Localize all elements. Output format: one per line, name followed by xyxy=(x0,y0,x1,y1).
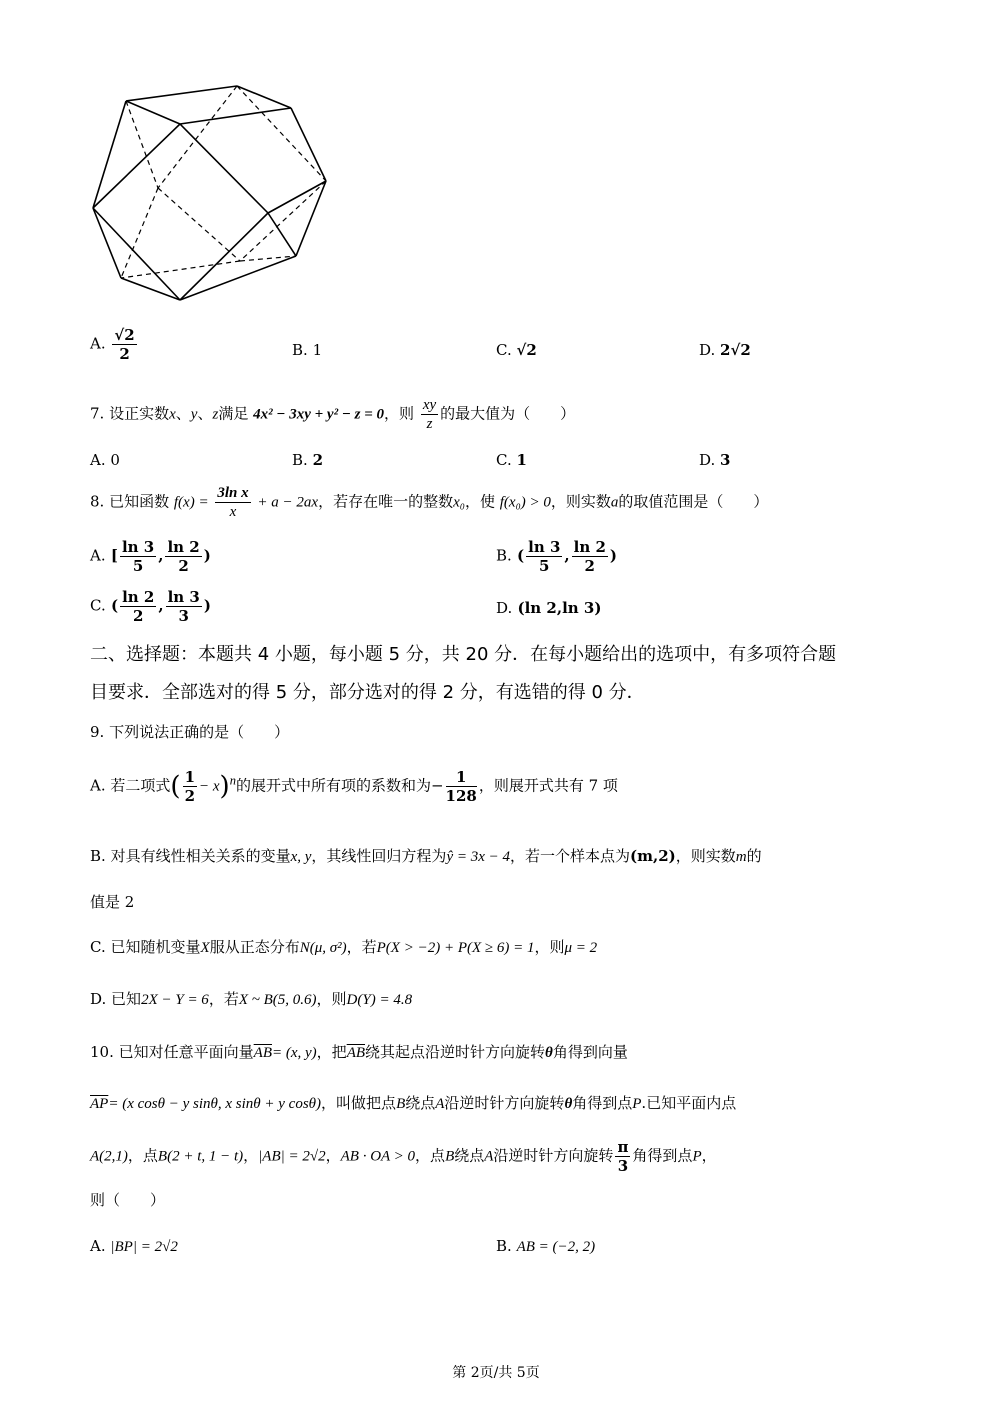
q10-stem-line-4: 则（ ） xyxy=(90,1191,166,1209)
q7-option-d[interactable]: D. 3 xyxy=(699,451,731,469)
q6-option-a[interactable]: A. $\frac{√2}{2}$ xyxy=(90,326,135,363)
q8-b-frac1: $\frac{\ln 3}{5}$ xyxy=(528,538,561,575)
q9-stem: 9. 下列说法正确的是（ ） xyxy=(90,723,290,741)
q9-option-b-line-2: 值是 2 xyxy=(90,893,135,911)
q8-option-b[interactable]: B. ( $\frac{\ln 3}{5}$ , $\frac{\ln 2}{2}$ ) xyxy=(496,538,618,575)
q10-pi-over-3: $\frac{\pi}{3}$ xyxy=(617,1138,629,1175)
q6-option-c[interactable]: C. √2 xyxy=(496,341,537,359)
q6-option-a-fraction: $\frac{√2}{2}$ xyxy=(114,326,135,363)
q6-option-d[interactable]: D. 2√2 xyxy=(699,341,751,359)
paren-left: ( xyxy=(170,771,181,802)
q9-a-frac: $\frac{1}{2}$ xyxy=(184,768,195,805)
q10-stem-line-2: $\overline{AP}= (x$ cosθ − y sinθ, x sinθ + y cosθ)，叫做把点B绕点A沿逆时针方向旋转θ角得到点P.已知平面内点 xyxy=(90,1094,737,1112)
q8-option-a[interactable]: A. [ $\frac{\ln 3}{5}$ , $\frac{\ln 2}{2}$ ) xyxy=(90,538,211,575)
q7-option-a[interactable]: A. 0 xyxy=(90,451,120,469)
q9-option-b[interactable]: B. 对具有线性相关关系的变量x, y，其线性回归方程为ŷ = 3x − 4，若一个样本点为(m,2)，则实数m的 xyxy=(90,847,762,865)
q8-option-c[interactable]: C. ( $\frac{\ln 2}{2}$ , $\frac{\ln 3}{3}$ ) xyxy=(90,588,211,625)
q8-option-d[interactable]: D. (ln 2,ln 3) xyxy=(496,599,602,617)
q10-stem-line-1: 10. 已知对任意平面向量$\overline{AB}= (x$, y)，把$\overline{AB}$绕其起点沿逆时针方向旋转θ角得到向量 xyxy=(90,1043,628,1061)
page-footer: 第 2页/共 5页 xyxy=(452,1365,540,1381)
q7-option-b[interactable]: B. 2 xyxy=(292,451,324,469)
q8-fraction: $\frac{\text{3ln x}}{x}$ xyxy=(217,485,249,520)
section-2-line-1: 二、选择题：本题共 4 小题，每小题 5 分，共 20 分．在每小题给出的选项中，有多项符合题 xyxy=(90,644,837,665)
q8-b-frac2: $\frac{\ln 2}{2}$ xyxy=(573,538,606,575)
q9-option-a[interactable]: A. 若二项式( $\frac{1}{2}$ − x)$^n$的展开式中所有项的系数和为− $\frac{1}{128}$ ，则展开式共有 7 项 xyxy=(90,768,618,805)
q8-c-frac1: $\frac{\ln 2}{2}$ xyxy=(122,588,155,625)
q9-option-c[interactable]: C. 已知随机变量X服从正态分布N(μ, σ²)，若P(X > −2) + P(X ≥ 6) = 1，则μ = 2 xyxy=(90,938,598,956)
q8-c-frac2: $\frac{\ln 3}{3}$ xyxy=(167,588,200,625)
q7-fraction: $\frac{xy}{z}$ xyxy=(422,397,437,432)
paren-right: ) xyxy=(219,771,230,802)
q8-a-frac1: $\frac{\ln 3}{5}$ xyxy=(121,538,155,575)
q10-option-b[interactable]: B. AB = (−2, 2) xyxy=(496,1237,596,1255)
q8-stem: 8. 已知函数 f(x) = $\frac{\text{3ln x}}{x}$ + a − 2ax，若存在唯一的整数x₀，使 f(x₀) > 0，则实数a的取值范围是（ ） xyxy=(90,485,769,520)
q8-a-frac2: $\frac{\ln 2}{2}$ xyxy=(167,538,200,575)
q10-option-a[interactable]: A. |BP| = 2√2 xyxy=(90,1237,178,1255)
q9-option-d[interactable]: D. 已知2X − Y = 6，若X ~ B(5, 0.6)，则D(Y) = 4.8 xyxy=(90,990,413,1008)
q9-a-value-frac: $\frac{1}{128}$ xyxy=(445,768,477,805)
section-2-line-2: 目要求．全部选对的得 5 分，部分选对的得 2 分，有选错的得 0 分． xyxy=(90,682,645,703)
polyhedron-figure xyxy=(85,80,335,310)
q7-option-c[interactable]: C. 1 xyxy=(496,451,527,469)
q6-option-b[interactable]: B. 1 xyxy=(292,341,323,359)
q7-stem: 7. 设正实数x、y、z满足 4x² − 3xy + y² − z = 0，则 $\frac{xy}{z}$ 的最大值为（ ） xyxy=(90,397,576,432)
q10-stem-line-3: A(2,1)，点B(2 + t, 1 − t)，|AB| = 2√2，AB · OA > 0，点B绕点A沿逆时针方向旋转 $\frac{\pi}{3}$ 角得到点P， xyxy=(90,1138,717,1175)
